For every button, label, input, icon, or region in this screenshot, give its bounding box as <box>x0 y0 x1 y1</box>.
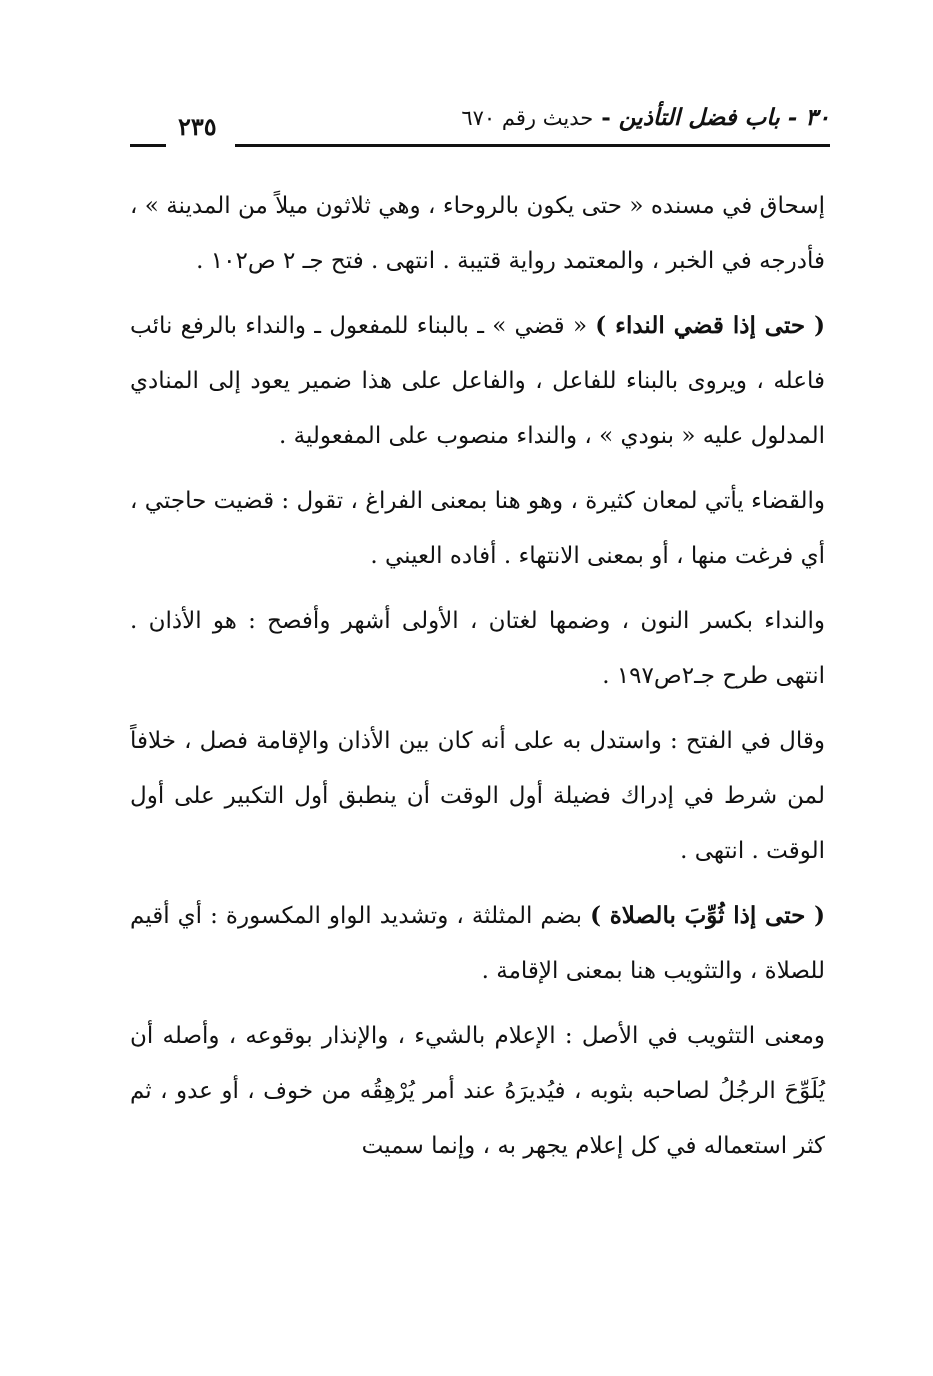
paragraph <box>130 1008 825 1174</box>
paragraph <box>130 178 825 289</box>
paragraph-text: « قضي » ـ بالبناء للمفعول ـ والنداء بالرفع نائب فاعله ، ويروى بالبناء للفاعل ، والفاعل على هذا ضمير يعود إلى المنادي المدلول عليه « بنودي » ، والنداء منصوب على المفعولية . <box>130 313 825 449</box>
paragraph-lead: ( حتى إذا قضي النداء ) <box>595 312 825 339</box>
paragraph <box>130 888 825 999</box>
hadith-number: حديث رقم ٦٧٠ <box>461 106 594 130</box>
paragraph-text: والنداء بكسر النون ، وضمها لغتان ، الأولى أشهر وأفصح : هو الأذان . انتهى طرح جـ٢ص١٩٧ . <box>130 608 825 689</box>
paragraph-text: وقال في الفتح : واستدل به على أنه كان بين الأذان والإقامة فصل ، خلافاً لمن شرط في إدراك فضيلة أول الوقت أن ينطبق أول التكبير على أول الوقت . انتهى . <box>130 728 825 864</box>
paragraph-lead: ( حتى إذا ثُوِّبَ بالصلاة ) <box>590 902 825 929</box>
page-number: ٢٣٥ <box>178 112 217 141</box>
paragraph <box>130 713 825 879</box>
page-number-dash <box>130 144 166 147</box>
header-rule <box>235 144 830 147</box>
page-body <box>130 178 825 1183</box>
paragraph-text: والقضاء يأتي لمعان كثيرة ، وهو هنا بمعنى الفراغ ، تقول : قضيت حاجتي ، أي فرغت منها ، أو بمعنى الانتهاء . أفاده العيني . <box>130 488 825 569</box>
header-separator: - <box>601 104 611 131</box>
paragraph-text: بضم المثلثة ، وتشديد الواو المكسورة : أي أقيم للصلاة ، والتثويب هنا بمعنى الإقامة . <box>130 903 825 984</box>
paragraph <box>130 473 825 584</box>
header-title <box>461 104 830 131</box>
chapter-title: ٣٠ - باب فضل التأذين <box>618 104 830 131</box>
paragraph-text: ومعنى التثويب في الأصل : الإعلام بالشيء ، والإنذار بوقوعه ، وأصله أن يُلَوِّحَ الرجُلُ لصاحبه بثوبه ، فيُديرَهُ عند أمر يُرْهِقُه من خوف ، أو عدو ، ثم كثر استعماله في كل إعلام يجهر به ، وإنما سميت <box>130 1023 825 1159</box>
paragraph <box>130 593 825 704</box>
running-header <box>130 104 830 156</box>
paragraph <box>130 298 825 464</box>
paragraph-text: إسحاق في مسنده « حتى يكون بالروحاء ، وهي ثلاثون ميلاً من المدينة » ، فأدرجه في الخبر ، والمعتمد رواية قتيبة . انتهى . فتح جـ ٢ ص١٠٢ . <box>130 193 825 274</box>
